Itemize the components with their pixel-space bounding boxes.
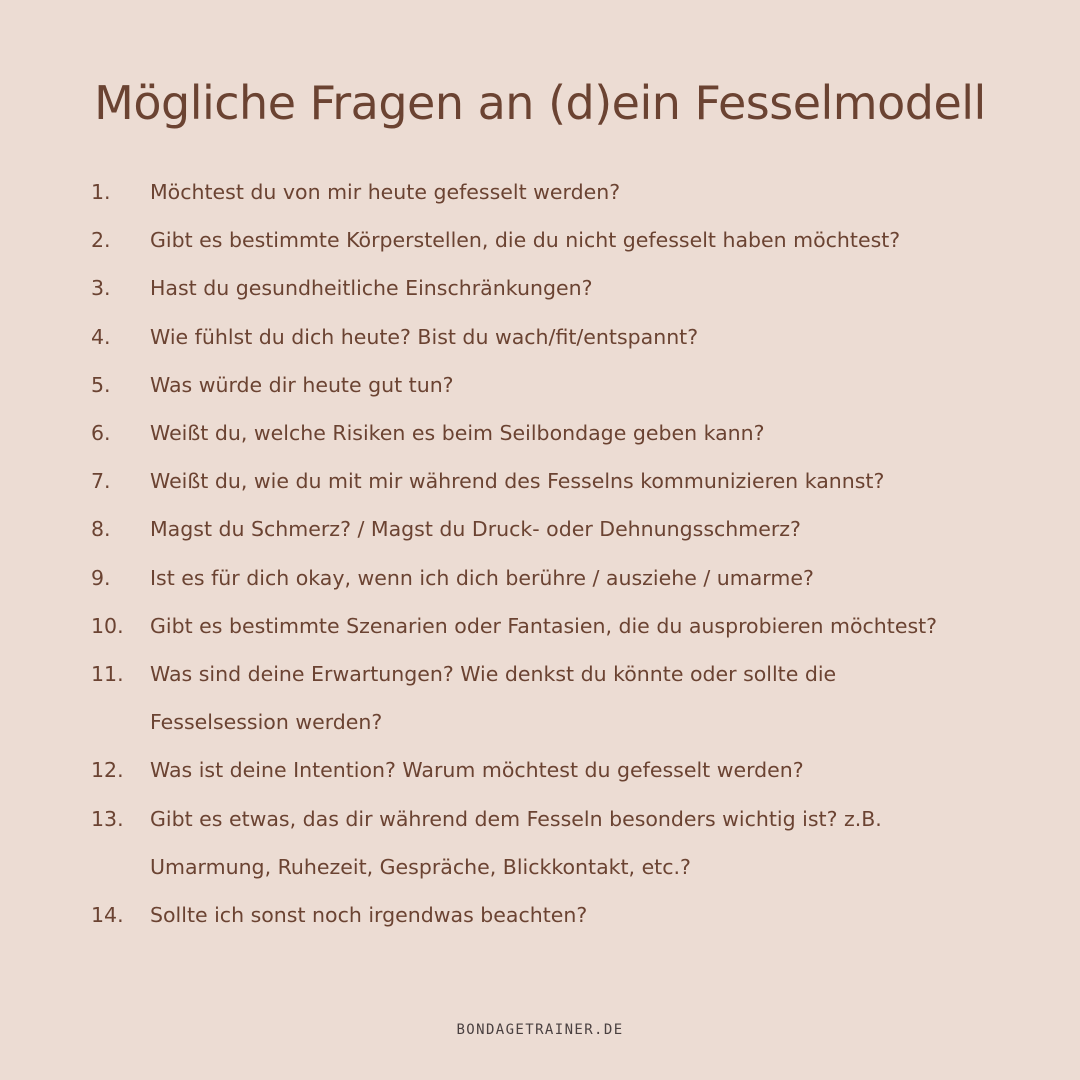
item-text: Ist es für dich okay, wenn ich dich berühre / ausziehe / umarme? <box>150 565 814 590</box>
item-text: Gibt es bestimmte Körperstellen, die du nicht gefesselt haben möchtest? <box>150 228 901 253</box>
item-text: Was würde dir heute gut tun? <box>150 372 454 397</box>
list-item <box>0 409 1080 457</box>
item-number: 7. <box>91 469 111 494</box>
item-text: Hast du gesundheitliche Einschränkungen? <box>150 276 593 301</box>
item-number: 1. <box>91 180 111 204</box>
item-text: Möchtest du von mir heute gefesselt werden? <box>150 180 621 204</box>
list-item <box>0 891 1080 939</box>
item-number: 9. <box>91 565 111 590</box>
item-text: Gibt es bestimmte Szenarien oder Fantasien, die du ausprobieren möchtest? <box>150 613 938 638</box>
list-item <box>0 168 1080 216</box>
item-number: 2. <box>91 228 111 253</box>
question-list <box>0 168 1080 939</box>
item-text: Gibt es etwas, das dir während dem Fesseln besonders wichtig ist? z.B. Umarmung, Ruhezeit, Gespräche, Blickkontakt, etc.? <box>150 806 882 879</box>
list-item <box>0 602 1080 650</box>
footer-website: BONDAGETRAINER.DE <box>456 1022 624 1038</box>
list-item <box>0 795 1080 891</box>
item-number: 8. <box>91 517 111 542</box>
list-item <box>0 216 1080 264</box>
list-item <box>0 313 1080 361</box>
item-text: Wie fühlst du dich heute? Bist du wach/fit/entspannt? <box>150 324 699 349</box>
item-number: 14. <box>91 903 124 928</box>
item-number: 6. <box>91 421 111 446</box>
item-number: 13. <box>91 806 124 831</box>
item-number: 12. <box>91 758 124 783</box>
list-item <box>0 554 1080 602</box>
item-text: Weißt du, wie du mit mir während des Fesselns kommunizieren kannst? <box>150 469 885 494</box>
item-number: 4. <box>91 324 111 349</box>
item-text: Magst du Schmerz? / Magst du Druck- oder Dehnungsschmerz? <box>150 517 801 542</box>
list-item <box>0 505 1080 553</box>
list-item <box>0 457 1080 505</box>
item-text: Was sind deine Erwartungen? Wie denkst du könnte oder sollte die Fesselsession werden? <box>150 662 837 735</box>
list-item <box>0 361 1080 409</box>
item-number: 10. <box>91 613 124 638</box>
item-text: Was ist deine Intention? Warum möchtest du gefesselt werden? <box>150 758 804 783</box>
item-text: Weißt du, welche Risiken es beim Seilbondage geben kann? <box>150 421 765 446</box>
page-title: Mögliche Fragen an (d)ein Fesselmodell <box>94 76 986 130</box>
list-item <box>0 650 1080 746</box>
list-item <box>0 746 1080 794</box>
item-number: 11. <box>91 662 124 687</box>
item-number: 5. <box>91 372 111 397</box>
item-text: Sollte ich sonst noch irgendwas beachten? <box>150 903 588 928</box>
list-item <box>0 264 1080 312</box>
item-number: 3. <box>91 276 111 301</box>
